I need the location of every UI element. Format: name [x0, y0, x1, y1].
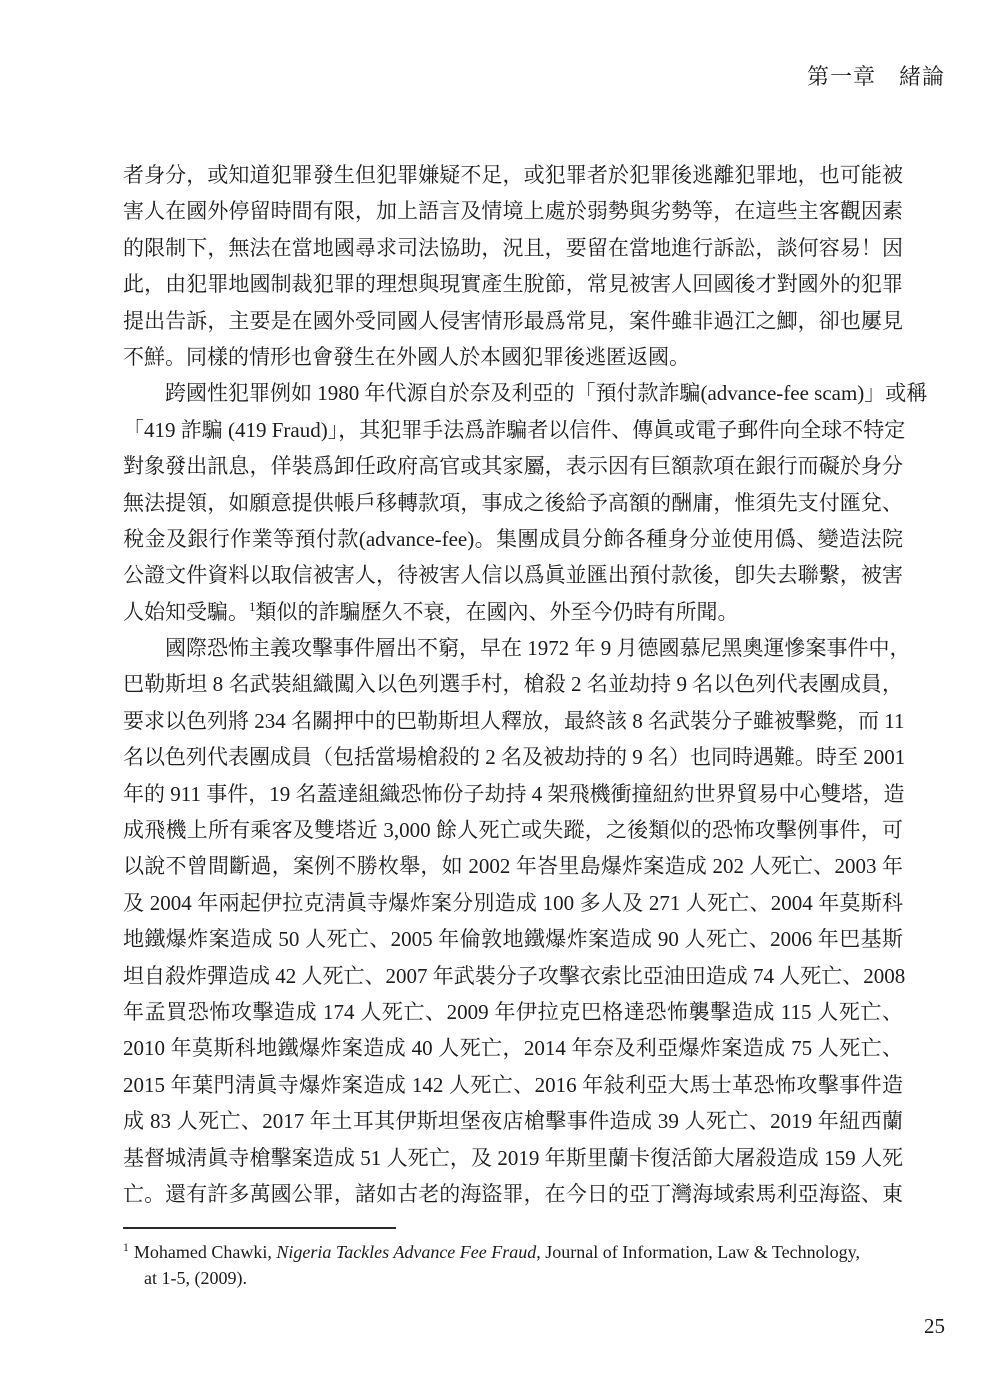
text-run: 害人在國外停留時間有限，加上語言及情境上處於弱勢與劣勢等，在這些主客觀因素 — [123, 199, 903, 224]
text-run: 不鮮。同樣的情形也會發生在外國人於本國犯罪後逃匿返國。 — [123, 344, 690, 369]
text-run: 類似的詐騙歷久不衰，在國內、外至今仍時有所聞。 — [255, 599, 739, 624]
footnote-marker: 1 — [249, 598, 256, 614]
text-line — [123, 666, 903, 702]
text-line — [123, 594, 903, 630]
text-run: 成飛機上所有乘客及雙塔近 3,000 餘人死亡或失蹤，之後類似的恐怖攻擊例事件，可 — [123, 818, 903, 843]
text-run: 的限制下，無法在當地國尋求司法協助，況且，要留在當地進行訴訟，談何容易！因 — [123, 235, 903, 260]
footnote-separator — [123, 1227, 396, 1229]
text-line — [123, 485, 903, 521]
text-run: 2015 年葉門淸眞寺爆炸案造成 142 人死亡、2016 年敍利亞大馬士革恐怖攻擊事件造 — [123, 1072, 903, 1097]
page-number: 25 — [924, 1314, 945, 1338]
text-line — [123, 630, 911, 666]
text-run: 公證文件資料以取信被害人，待被害人信以爲眞並匯出預付款後，卽失去聯繫，被害 — [123, 563, 903, 588]
footnote — [123, 1239, 933, 1291]
text-line — [123, 157, 903, 193]
text-run: 地鐵爆炸案造成 50 人死亡、2005 年倫敦地鐵爆炸案造成 90 人死亡、2006 年巴基斯 — [123, 927, 903, 952]
text-line — [123, 193, 903, 229]
text-line — [123, 812, 903, 848]
text-line — [123, 921, 903, 957]
text-run: 提出告訴，主要是在國外受同國人侵害情形最爲常見，案件雖非過江之鯽，卻也屢見 — [123, 308, 903, 333]
text-line — [123, 521, 903, 557]
text-line — [123, 1030, 903, 1066]
text-run: Mohamed Chawki, — [133, 1242, 277, 1262]
text-run: 跨國性犯罪例如 1980 年代源自於奈及利亞的「預付款詐騙(advance-fee scam)」或稱 — [165, 381, 928, 406]
text-line — [123, 1239, 933, 1265]
body-text — [123, 157, 928, 1212]
text-run: 國際恐怖主義攻擊事件層出不窮，早在 1972 年 9 月德國慕尼黑奧運慘案事件中， — [165, 636, 911, 661]
text-line — [123, 739, 906, 775]
text-run: 者身分，或知道犯罪發生但犯罪嫌疑不足，或犯罪者於犯罪後逃離犯罪地，也可能被 — [123, 163, 903, 187]
text-line — [123, 230, 903, 266]
text-line — [123, 266, 903, 302]
text-run: 人始知受騙。 — [123, 599, 249, 624]
text-run: 基督城淸眞寺槍擊案造成 51 人死亡，及 2019 年斯里蘭卡復活節大屠殺造成 159 人死 — [123, 1145, 903, 1170]
text-run: 及 2004 年兩起伊拉克淸眞寺爆炸案分別造成 100 多人及 271 人死亡、2004 年莫斯科 — [123, 890, 903, 915]
text-run: 「419 詐騙 (419 Fraud)」，其犯罪手法爲詐騙者以信件、傳眞或電子郵件向全球不特定 — [123, 417, 906, 442]
text-run: 年孟買恐怖攻擊造成 174 人死亡、2009 年伊拉克巴格達恐怖襲擊造成 115 人死亡、 — [123, 999, 903, 1024]
text-line — [123, 1176, 903, 1212]
text-run: 年的 911 事件，19 名蓋達組織恐怖份子劫持 4 架飛機衝撞紐約世界貿易中心雙塔，造 — [123, 781, 905, 806]
text-run: 以說不曾間斷過，案例不勝枚舉，如 2002 年峇里島爆炸案造成 202 人死亡、2003 年 — [123, 854, 903, 879]
text-line — [123, 557, 903, 593]
text-line — [123, 303, 903, 339]
text-line — [123, 448, 903, 484]
text-line — [123, 1067, 903, 1103]
text-run: 2010 年莫斯科地鐵爆炸案造成 40 人死亡，2014 年奈及利亞爆炸案造成 75 人死亡、 — [123, 1036, 903, 1061]
text-line — [123, 1103, 903, 1139]
footnote-marker: 1 — [123, 1241, 129, 1254]
text-run: at 1-5, (2009). — [144, 1268, 247, 1288]
text-run: 稅金及銀行作業等預付款(advance-fee)。集團成員分飾各種身分並使用僞、變造法院 — [123, 526, 903, 551]
text-line — [123, 412, 906, 448]
text-run: 名以色列代表團成員（包括當場槍殺的 2 名及被劫持的 9 名）也同時遇難。時至 2001 — [123, 745, 906, 770]
text-line — [123, 776, 903, 812]
text-line — [123, 339, 903, 375]
text-line — [123, 1140, 903, 1176]
text-run: 巴勒斯坦 8 名武裝組織闖入以色列選手村，槍殺 2 名並劫持 9 名以色列代表團成員， — [123, 672, 903, 697]
running-header-chapter-title: 第一章 緒論 — [806, 64, 945, 89]
italic-citation-title: Nigeria Tackles Advance Fee Fraud — [276, 1242, 537, 1262]
text-line — [123, 1265, 933, 1291]
text-run: 無法提領，如願意提供帳戶移轉款項，事成之後給予高額的酬庸，惟須先支付匯兌、 — [123, 490, 903, 515]
text-run: , Journal of Information, Law & Technology, — [536, 1242, 860, 1262]
text-run: 此，由犯罪地國制裁犯罪的理想與現實產生脫節，常見被害人回國後才對國外的犯罪 — [123, 272, 903, 297]
text-line — [123, 848, 903, 884]
text-run: 亡。還有許多萬國公罪，諸如古老的海盜罪，在今日的亞丁灣海域索馬利亞海盜、東 — [123, 1181, 903, 1206]
text-line — [123, 703, 903, 739]
text-line — [123, 375, 928, 411]
text-run: 坦自殺炸彈造成 42 人死亡、2007 年武裝分子攻擊衣索比亞油田造成 74 人死亡、2008 — [123, 963, 906, 988]
text-line — [123, 885, 903, 921]
text-line — [123, 994, 903, 1030]
text-run: 成 83 人死亡、2017 年土耳其伊斯坦堡夜店槍擊事件造成 39 人死亡、2019 年紐西蘭 — [123, 1109, 903, 1134]
text-run: 要求以色列將 234 名關押中的巴勒斯坦人釋放，最終該 8 名武裝分子雖被擊斃，而 11 — [123, 708, 905, 733]
text-run: 對象發出訊息，佯裝爲卸任政府高官或其家屬，表示因有巨額款項在銀行而礙於身分 — [123, 454, 903, 479]
text-line — [123, 958, 906, 994]
